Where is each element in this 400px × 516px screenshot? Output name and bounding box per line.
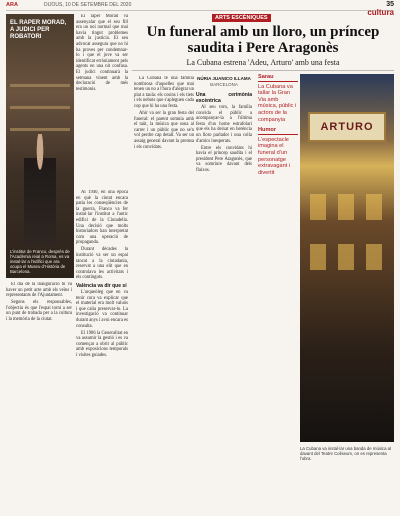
photo-person — [24, 134, 56, 244]
article-column-2 — [76, 190, 128, 508]
divider — [132, 70, 394, 71]
highlight-text: La Cubana va tallar la Gran Via amb música, públic i actors de la companyia — [258, 83, 297, 123]
paragraph: Al 1940, en una època en què la ciutat encara patia les conseqüències de la guerra, Franco va fer instal·lar l'institut a l'antic edifici de la Ciutadella. Una decisió que molts historiadors han interpretat com una operació de propaganda. — [76, 190, 128, 246]
highlight-text: L'espectacle imagina el funeral d'un personatge extravagant i divertit — [258, 136, 291, 176]
paragraph: L'arqueòleg que en va tenir cura va explicar que el material era molt valuós i que calia preservar-lo. La investigació va continuar durant anys i avui encara es consulta. — [76, 290, 128, 329]
paragraph: La Cubana té una família nombrosa d'aquelles que mai tenen un no a l'hora d'alegrar un plat a taula: els cosins i els tiets i els nebots que s'apleguen cada cop que hi ha una festa. — [134, 76, 194, 109]
top-left-photo — [6, 14, 74, 278]
headline: Un funeral amb un lloro, un príncep saudita i Pere Aragonès — [146, 24, 380, 56]
paragraph: Segons els responsables, l'objectiu és que l'espai torni a ser un punt de trobada per a la cultura i la memòria de la ciutat. — [6, 300, 72, 323]
article-column-1 — [76, 14, 128, 184]
page-number: 35 — [386, 1, 394, 8]
paragraph: Ahir va ser la gran festa del funeral: el parent somnia amb el taüt, la música que sona al carrer i un públic que no se'n vol perdre cap detall. Va ser un assaig general davant la premsa i els convidats. — [134, 111, 194, 150]
paragraph: El 1986 la Generalitat en va assumir la gestió i es va començar a obrir al públic amb exposicions temporals i visites guiades. — [76, 330, 128, 359]
paragraph: El dia de la inauguració hi va haver un petit acte amb els veïns i representants de l'Ajuntament. — [6, 282, 72, 299]
section-tag: ARTS ESCÈNIQUES — [212, 14, 271, 22]
theatre-photo — [300, 74, 394, 442]
paragraph: El raper Morad va assenyalar que el seu fill era un noi normal que mai havia tingut problemes amb la justícia. El seu advocat assegura que no hi ha proves per condemnar-lo i que el jove va ser identificat erròniament pels agents en una nit confusa. El judici continuarà la setmana vinent amb la declaració de més testimonis. — [76, 14, 128, 92]
theatre-sign: ARTURO — [308, 112, 386, 142]
subheadline: La Cubana estrena 'Adeu, Arturo' amb una festa — [186, 58, 340, 67]
article-column-0 — [6, 282, 72, 508]
highlights-sidebar — [258, 74, 298, 180]
subheading: Una cerimònia excèntrica — [196, 92, 252, 104]
byline: NÚRIA JUANICO ILLAMA — [197, 76, 251, 81]
subheading: València va dir que sí — [76, 283, 127, 289]
paragraph: Al seu torn, la família convida el públic a acompanyar-la a l'última festa d'un home estrafolari que els ha deixat en herència un lloro parlador i una colla d'amics inesperats. — [196, 105, 252, 144]
paragraph: Durant dècades la institució va ser un espai tancat a la ciutadania, reservat a una elit que en controlava les activitats i els continguts. — [76, 247, 128, 281]
photo-kicker: EL RAPER MORAD, A JUDICI PER ROBATORI — [10, 20, 67, 40]
highlight-label: Sarau — [258, 74, 298, 82]
page-header — [6, 2, 394, 11]
section-name: cultura — [367, 8, 394, 17]
newspaper-name: ARA — [6, 2, 18, 8]
issue-date: DIJOUS, 10 DE SETEMBRE DEL 2020 — [44, 2, 132, 8]
main-article-column-2 — [196, 90, 252, 508]
photo-caption: L'institut de Franco, després de l'Acadèmia reial a Roma, es va instal·lar a l'edifici que ara ocupa el Museu d'Història de Barcelona. — [10, 249, 70, 274]
paragraph: Entre els convidats hi havia el príncep saudita i el president Pere Aragonès, que va somriure davant dels flaixos. — [196, 145, 252, 174]
highlight-label: Humor — [258, 127, 298, 135]
photo-caption: La Cubana va instal·lar una banda de música al davant del Teatre Coliseum, on es representa l'obra. — [300, 446, 392, 462]
main-article-column-1 — [134, 76, 194, 508]
dateline: BARCELONA — [210, 82, 238, 87]
